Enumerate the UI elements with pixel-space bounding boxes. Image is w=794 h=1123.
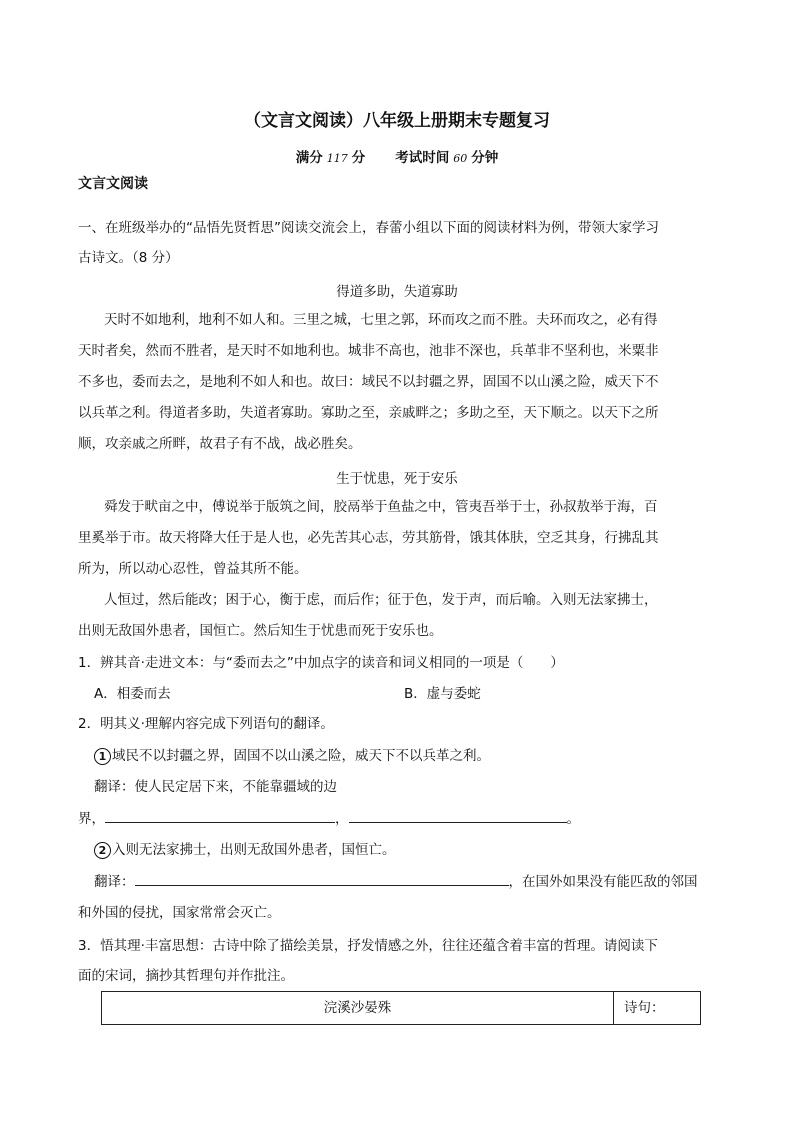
passage-1-line: 天时不如地利，地利不如人和。三里之城，七里之郭，环而攻之而不胜。夫环而攻之，必有得: [104, 312, 658, 328]
option-b[interactable]: B．虚与委蛇: [404, 686, 481, 702]
passage-1-line: 天时者矣，然而不胜者，是天时不如地利也。城非不高也，池非不深也，兵革非不坚利也，米粟非: [78, 343, 659, 359]
time-value: 60: [453, 152, 468, 165]
passage-2-line: 里奚举于市。故天将降大任于是人也，必先苦其心志，劳其筋骨，饿其体肤，空乏其身，行拂乱其: [78, 530, 659, 546]
question-3-stem-2: 面的宋词，摘抄其哲理句并作批注。: [78, 968, 294, 984]
answer-blank-1[interactable]: [105, 808, 335, 823]
item-1-end-a: 界，: [78, 811, 105, 827]
question-1-stem: 1．辨其音·走进文本：与“委而去之”中加点字的读音和词义相同的一项是（ ）: [78, 655, 564, 671]
item-1-answer-line: [78, 808, 580, 829]
circled-number-1: 1: [94, 748, 111, 765]
item-2-trans-tail: ，在国外如果没有能匹敌的邻国: [508, 874, 698, 890]
item-2-text: 入则无法家拂士，出则无敌国外患者，国恒亡。: [112, 842, 396, 858]
item-1-text: 域民不以封疆之界，固国不以山溪之险，威天下不以兵革之利。: [112, 748, 490, 764]
circled-number-2: 2: [94, 842, 111, 859]
item-1-end-b: 。: [566, 811, 580, 827]
time-label: 考试时间: [395, 150, 450, 166]
score-value: 117: [326, 152, 348, 165]
table-verse-label[interactable]: 诗句：: [624, 1000, 665, 1016]
score-label: 满分: [295, 150, 323, 166]
item-2-translation: [94, 871, 698, 892]
question-3-stem-1: 3．悟其理·丰富思想：古诗中除了描绘美景，抒发情感之外，往往还蕴含着丰富的哲理。请阅读下: [78, 938, 658, 954]
time-unit: 分钟: [471, 150, 499, 166]
passage-2-line: 出则无敌国外患者，国恒亡。然后知生于忧患而死于安乐也。: [78, 623, 443, 639]
passage-1-line: 不多也，委而去之，是地利不如人和也。故曰：域民不以封疆之界，固国不以山溪之险，威天下不: [78, 374, 659, 390]
passage-2-title: 生于忧患，死于安乐: [336, 471, 458, 487]
annotation-table: [101, 991, 701, 1025]
passage-1-line: 以兵革之利。得道者多助，失道者寡助。寡助之至，亲戚畔之；多助之至，天下顺之。以天下之所: [78, 405, 659, 421]
passage-2-line: 舜发于畎亩之中，傅说举于版筑之间，胶鬲举于鱼盐之中，管夷吾举于士，孙叔敖举于海，百: [104, 499, 658, 515]
item-2-trans-label: 翻译：: [94, 874, 135, 890]
answer-blank-2[interactable]: [349, 808, 567, 823]
page-title: （文言文阅读）八年级上册期末专题复习: [244, 111, 550, 131]
score-unit: 分: [351, 150, 366, 166]
exam-info: [0, 146, 794, 166]
passage-2-line: 所为，所以动心忍性，曾益其所不能。: [78, 561, 308, 577]
answer-blank-3[interactable]: [135, 871, 509, 886]
table-poem-title: 浣溪沙晏殊: [102, 992, 614, 1024]
question-2-item-1: [94, 746, 490, 766]
question-2-item-2: [94, 840, 396, 860]
option-a[interactable]: A．相委而去: [94, 686, 171, 702]
item-1-translation: 翻译：使人民定居下来，不能靠疆域的边: [94, 779, 337, 795]
passage-1-title: 得道多助，失道寡助: [336, 284, 458, 300]
question-2-stem: 2．明其义·理解内容完成下列语句的翻译。: [78, 716, 334, 732]
passage-1-line: 顺，攻亲戚之所畔，故君子有不战，战必胜矣。: [78, 436, 362, 452]
item-2-translation-line-2: 和外国的侵扰，国家常常会灭亡。: [78, 905, 281, 921]
passage-2-line: 人恒过，然后能改；困于心，衡于虑，而后作；征于色，发于声，而后喻。入则无法家拂士，: [104, 592, 658, 608]
section-title: 文言文阅读: [78, 176, 148, 192]
item-1-comma: ，: [335, 811, 349, 827]
question-intro-line-2: 古诗文。（8 分）: [78, 250, 179, 266]
question-intro-line-1: 一、在班级举办的“品悟先贤哲思”阅读交流会上，春蕾小组以下面的阅读材料为例，带领大家学习: [78, 220, 659, 236]
